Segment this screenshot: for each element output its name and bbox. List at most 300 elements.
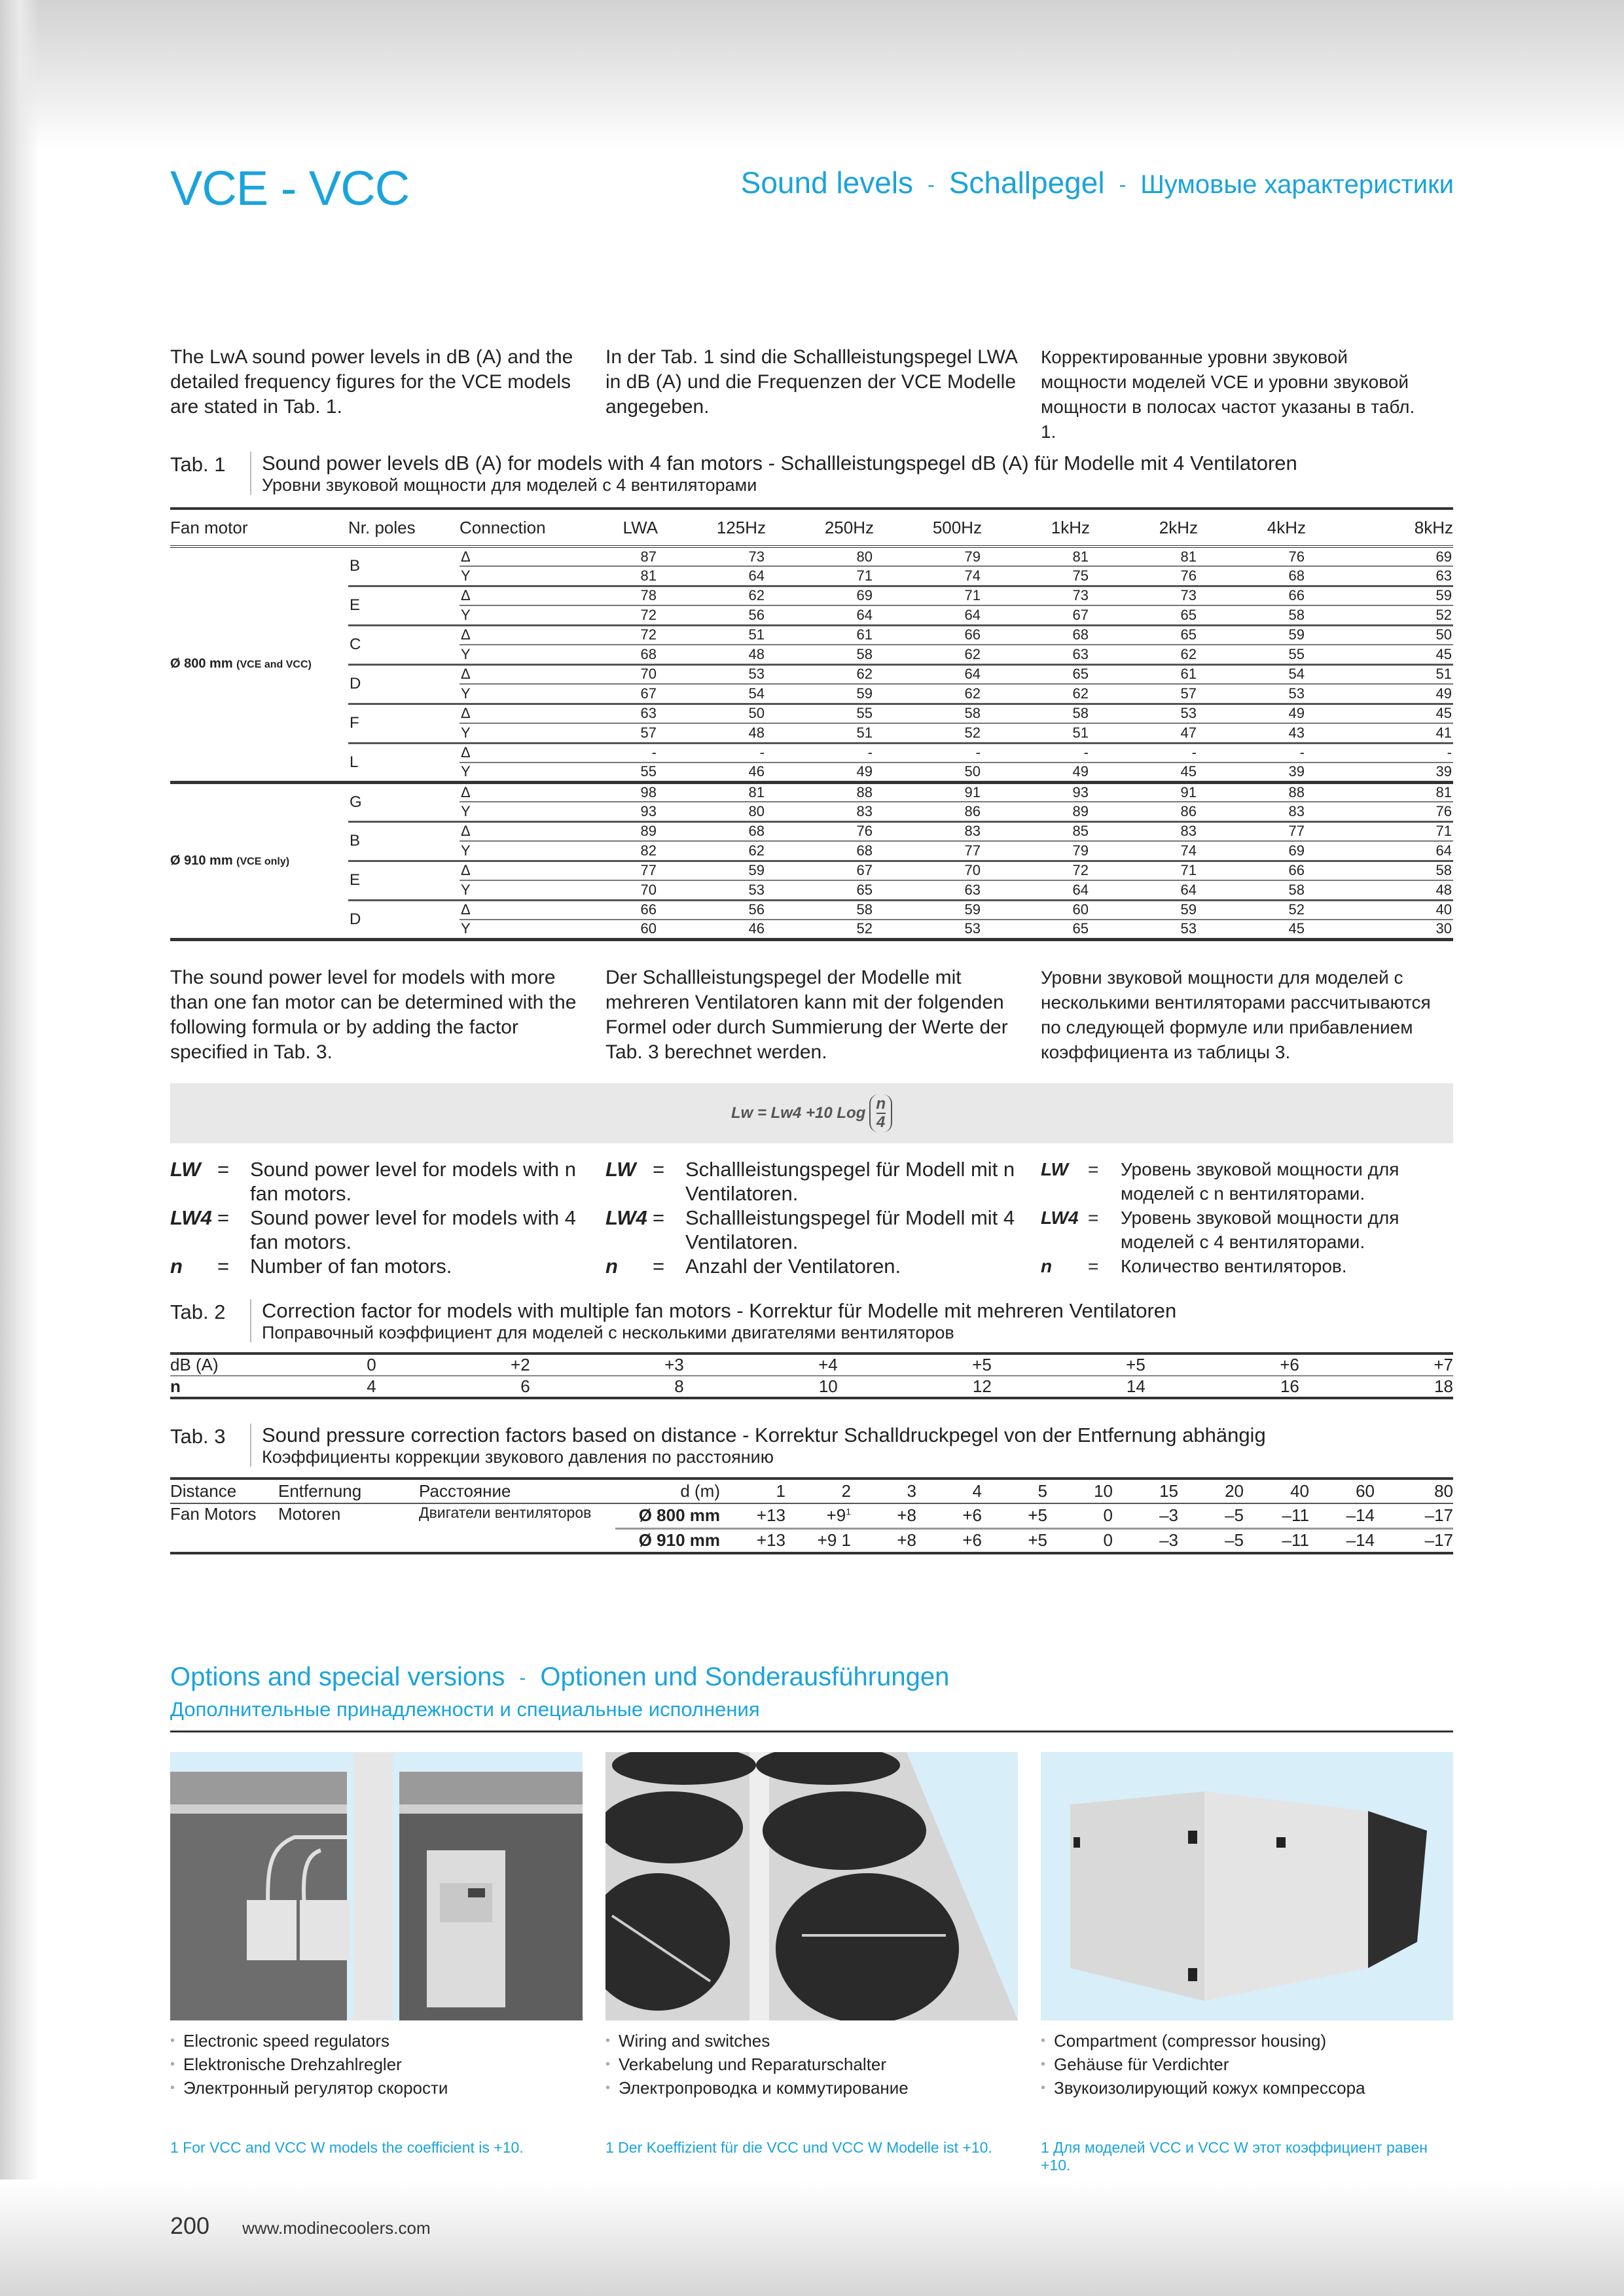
title-separator: -: [1119, 173, 1127, 197]
connection-cell: Δ: [460, 625, 564, 645]
table-row-db: [170, 1354, 1453, 1376]
value-cell: 48: [1306, 880, 1453, 900]
col-250hz: 250Hz: [766, 509, 874, 547]
def-equals: =: [217, 1206, 230, 1229]
definitions: [170, 1157, 1453, 1278]
bullet-list-wiring: [605, 2029, 1041, 2100]
value-cell: 83: [766, 802, 874, 821]
value-cell: 64: [874, 664, 982, 684]
value-cell: 59: [1306, 586, 1453, 605]
connection-cell: Δ: [460, 586, 564, 605]
tab3-label: Tab. 3: [170, 1425, 226, 1448]
value-cell: 55: [766, 704, 874, 723]
value-cell: 68: [766, 841, 874, 861]
def-text: Sound power level for models with 4 fan motors.: [250, 1206, 576, 1253]
value-cell: 87: [564, 547, 658, 566]
value-cell: 71: [1090, 861, 1198, 880]
col-distance-value: 2: [785, 1479, 851, 1503]
value-cell: 63: [1306, 566, 1453, 586]
value-cell: 68: [658, 821, 766, 841]
fan-motor-note: (VCE and VCC): [236, 659, 312, 671]
connection-cell: Y: [460, 723, 564, 743]
section-title-de: Schallpegel: [948, 166, 1105, 200]
cell: 0: [1047, 1528, 1113, 1553]
cell: 18: [1299, 1376, 1453, 1398]
value-cell: 69: [1306, 547, 1453, 566]
list-item: • Электропроводка и коммутирование: [605, 2076, 1041, 2100]
value-cell: 59: [766, 684, 874, 704]
value-cell: 59: [1090, 900, 1198, 920]
value-cell: 81: [982, 547, 1090, 566]
value-cell: 58: [766, 900, 874, 920]
pole-cell: B: [348, 547, 460, 586]
value-cell: 45: [1198, 920, 1306, 939]
value-cell: 41: [1306, 723, 1453, 743]
value-cell: 81: [658, 782, 766, 802]
value-cell: 62: [658, 586, 766, 605]
value-cell: 66: [874, 625, 982, 645]
pole-cell: L: [348, 743, 460, 782]
divider: [170, 1731, 1453, 1732]
sound-power-table: [170, 507, 1453, 941]
value-cell: 59: [658, 861, 766, 880]
value-cell: 52: [1198, 900, 1306, 920]
value-cell: 62: [982, 684, 1090, 704]
fans-illustration: [605, 1752, 1018, 2020]
list-item: • Электронный регулятор скорости: [170, 2076, 605, 2100]
col-distance-value: 40: [1244, 1479, 1309, 1503]
fan-motor-note: (VCE only): [236, 855, 290, 867]
table-row-n: [170, 1376, 1453, 1398]
pole-cell: E: [348, 861, 460, 900]
def-text: Schallleistungspegel für Modell mit n Ventilatoren.: [685, 1158, 1015, 1205]
table-row: [170, 900, 1453, 920]
multi-en: The sound power level for models with more than one fan motor can be determined with the following formula or by adding the factor specified in Tab. 3.: [170, 967, 577, 1063]
connection-cell: Y: [460, 605, 564, 625]
table-row: [170, 547, 1453, 566]
value-cell: 50: [658, 704, 766, 723]
value-cell: 74: [1090, 841, 1198, 861]
value-cell: 65: [982, 664, 1090, 684]
pole-cell: F: [348, 704, 460, 743]
col-distance-value: 5: [982, 1479, 1047, 1503]
cell: +4: [684, 1354, 838, 1376]
value-cell: 81: [1090, 547, 1198, 566]
tab1-caption: [170, 452, 1453, 495]
value-cell: 88: [766, 782, 874, 802]
table-header-row: [170, 1479, 1453, 1503]
connection-cell: Y: [460, 920, 564, 939]
definitions-de: [605, 1157, 1041, 1278]
value-cell: 39: [1306, 762, 1453, 782]
value-cell: -: [874, 743, 982, 762]
col-connection: Connection: [460, 509, 564, 547]
def-symbol: n: [1041, 1256, 1053, 1276]
value-cell: 64: [766, 605, 874, 625]
value-cell: 83: [1090, 821, 1198, 841]
cell: –11: [1244, 1528, 1309, 1553]
def-text: Sound power level for models with n fan motors.: [250, 1158, 576, 1205]
value-cell: 79: [874, 547, 982, 566]
value-cell: 40: [1306, 900, 1453, 920]
value-cell: 71: [1306, 821, 1453, 841]
cell-value: +9: [826, 1505, 846, 1526]
section-title-ru: Шумовые характеристики: [1140, 170, 1454, 199]
bullet-list-compressor: [1041, 2029, 1453, 2100]
formula-box: [170, 1083, 1453, 1143]
value-cell: 81: [1306, 782, 1453, 802]
value-cell: 57: [1090, 684, 1198, 704]
connection-cell: Δ: [460, 861, 564, 880]
distance-correction-table: [170, 1477, 1453, 1554]
value-cell: 76: [766, 821, 874, 841]
tab1-title: Sound power levels dB (A) for models with 4 fan motors - Schallleistungspegel dB (A) für Modelle mit 4 Ventilatoren: [262, 452, 1297, 475]
tab1-label: Tab. 1: [170, 453, 226, 476]
options-title-de: Optionen und Sonderausführungen: [540, 1662, 950, 1691]
value-cell: 45: [1306, 645, 1453, 664]
def-text: Anzahl der Ventilatoren.: [685, 1255, 901, 1278]
row-label-de: Motoren: [278, 1504, 341, 1524]
speed-regulator-illustration: [170, 1752, 583, 2020]
pole-cell: D: [348, 900, 460, 939]
value-cell: 83: [874, 821, 982, 841]
value-cell: 48: [658, 723, 766, 743]
value-cell: 72: [564, 625, 658, 645]
value-cell: 91: [874, 782, 982, 802]
value-cell: 48: [658, 645, 766, 664]
col-8khz: 8kHz: [1306, 509, 1453, 547]
value-cell: 70: [874, 861, 982, 880]
value-cell: 51: [766, 723, 874, 743]
def-equals: =: [653, 1255, 665, 1278]
value-cell: 62: [874, 684, 982, 704]
options-title: [170, 1662, 949, 1692]
value-cell: 76: [1306, 802, 1453, 821]
multi-fan-columns: [170, 965, 1453, 1065]
fan-motor-cell: [170, 547, 348, 782]
value-cell: 71: [766, 566, 874, 586]
value-cell: 52: [1306, 605, 1453, 625]
sound-power-table-body: [170, 547, 1453, 939]
options-title-ru: Дополнительные принадлежности и специальные исполнения: [170, 1698, 760, 1721]
value-cell: 73: [658, 547, 766, 566]
value-cell: 68: [1198, 566, 1306, 586]
cell: +5: [838, 1354, 992, 1376]
value-cell: -: [1198, 743, 1306, 762]
value-cell: 82: [564, 841, 658, 861]
col-4khz: 4kHz: [1198, 509, 1306, 547]
cell: +5: [992, 1354, 1146, 1376]
value-cell: 68: [564, 645, 658, 664]
value-cell: 75: [982, 566, 1090, 586]
list-item: • Electronic speed regulators: [170, 2029, 605, 2053]
def-equals: =: [1088, 1159, 1099, 1179]
title-separator: -: [519, 1667, 526, 1689]
table-row: [170, 743, 1453, 762]
value-cell: 63: [874, 880, 982, 900]
pole-cell: B: [348, 821, 460, 861]
value-cell: 86: [1090, 802, 1198, 821]
value-cell: 53: [1198, 684, 1306, 704]
col-rasstoyanie: Расстояние: [419, 1479, 615, 1503]
cell: +3: [530, 1354, 684, 1376]
value-cell: 73: [1090, 586, 1198, 605]
fan-motor-label: Ø 910 mm: [170, 853, 233, 868]
options-title-en: Options and special versions: [170, 1662, 505, 1691]
cell: –3: [1113, 1503, 1178, 1528]
website-link[interactable]: www.modinecoolers.com: [242, 2218, 431, 2238]
list-item: • Звукоизолирующий кожух компрессора: [1041, 2076, 1453, 2100]
value-cell: -: [1306, 743, 1453, 762]
value-cell: 73: [982, 586, 1090, 605]
value-cell: -: [1090, 743, 1198, 762]
value-cell: 53: [1090, 920, 1198, 939]
value-cell: 56: [658, 900, 766, 920]
value-cell: 80: [658, 802, 766, 821]
value-cell: 72: [564, 605, 658, 625]
tab1-title-ru: Уровни звуковой мощности для моделей с 4 вентиляторами: [262, 475, 757, 495]
col-distance-value: 3: [851, 1479, 916, 1503]
def-symbol: LW: [1041, 1159, 1068, 1179]
value-cell: 77: [564, 861, 658, 880]
fan-motor-cell: [170, 782, 348, 939]
connection-cell: Δ: [460, 704, 564, 723]
connection-cell: Δ: [460, 782, 564, 802]
table-row: [170, 821, 1453, 841]
value-cell: 89: [982, 802, 1090, 821]
footnotes: [170, 2139, 1453, 2174]
value-cell: 80: [766, 547, 874, 566]
value-cell: 60: [982, 900, 1090, 920]
cell: –5: [1178, 1528, 1244, 1553]
col-1khz: 1kHz: [982, 509, 1090, 547]
value-cell: -: [766, 743, 874, 762]
col-nr-poles: Nr. poles: [348, 509, 460, 547]
pole-cell: E: [348, 586, 460, 625]
value-cell: 50: [874, 762, 982, 782]
value-cell: 67: [564, 684, 658, 704]
def-symbol: n: [170, 1255, 183, 1278]
def-text: Количество вентиляторов.: [1121, 1256, 1347, 1276]
section-title: [741, 165, 1454, 200]
value-cell: 51: [658, 625, 766, 645]
col-500hz: 500Hz: [874, 509, 982, 547]
tab3-title-ru: Коэффициенты коррекции звукового давления по расстоянию: [262, 1447, 774, 1467]
col-lwa: LWA: [564, 509, 658, 547]
options-photos: [170, 1752, 1453, 2020]
value-cell: 53: [1090, 704, 1198, 723]
value-cell: 91: [1090, 782, 1198, 802]
value-cell: 70: [564, 664, 658, 684]
intro-ru: Корректированные уровни звуковой мощности моделей VCE и уровни звуковой мощности в полосах частот указаны в табл. 1.: [1041, 347, 1415, 442]
value-cell: 77: [874, 841, 982, 861]
cell: 14: [992, 1376, 1146, 1398]
col-distance: Distance: [170, 1479, 278, 1503]
value-cell: 58: [982, 704, 1090, 723]
multi-ru: Уровни звуковой мощности для моделей с несколькими вентиляторами рассчитываются по следующей формуле или прибавлением коэффициента из таблицы 3.: [1041, 967, 1431, 1062]
formula-denominator: 4: [876, 1113, 886, 1131]
value-cell: -: [564, 743, 658, 762]
value-cell: 63: [564, 704, 658, 723]
col-distance-value: 10: [1047, 1479, 1113, 1503]
value-cell: 85: [982, 821, 1090, 841]
connection-cell: Y: [460, 841, 564, 861]
value-cell: 78: [564, 586, 658, 605]
value-cell: 49: [766, 762, 874, 782]
value-cell: 50: [1306, 625, 1453, 645]
cell-with-footnote: [785, 1503, 851, 1528]
cell: +8: [851, 1503, 916, 1528]
diameter-label: Ø 910 mm: [615, 1528, 720, 1553]
intro-en: The LwA sound power levels in dB (A) and the detailed frequency figures for the VCE models are stated in Tab. 1.: [170, 346, 573, 418]
empty-cell: [419, 1528, 615, 1553]
value-cell: 49: [1306, 684, 1453, 704]
cell: 10: [684, 1376, 838, 1398]
value-cell: 49: [982, 762, 1090, 782]
value-cell: 66: [564, 900, 658, 920]
value-cell: 61: [1090, 664, 1198, 684]
value-cell: 64: [874, 605, 982, 625]
value-cell: 57: [564, 723, 658, 743]
fan-motor-label: Ø 800 mm: [170, 656, 233, 672]
tab2-title-ru: Поправочный коэффициент для моделей с несколькими двигателями вентиляторов: [262, 1323, 954, 1342]
empty-cell: [170, 1528, 278, 1553]
footnote-de: 1 Der Koeffizient für die VCC und VCC W Modelle ist +10.: [605, 2139, 992, 2156]
connection-cell: Y: [460, 880, 564, 900]
value-cell: 76: [1198, 547, 1306, 566]
value-cell: 62: [766, 664, 874, 684]
cell: +5: [982, 1528, 1047, 1553]
cell: –14: [1309, 1503, 1375, 1528]
diameter-label: Ø 800 mm: [615, 1503, 720, 1528]
value-cell: 64: [1090, 880, 1198, 900]
value-cell: 59: [1198, 625, 1306, 645]
value-cell: 93: [564, 802, 658, 821]
value-cell: 46: [658, 762, 766, 782]
value-cell: 52: [874, 723, 982, 743]
value-cell: 53: [874, 920, 982, 939]
value-cell: 52: [766, 920, 874, 939]
value-cell: 65: [982, 920, 1090, 939]
page-footer: [170, 2212, 431, 2240]
page-title: VCE - VCC: [170, 161, 410, 215]
value-cell: 53: [658, 664, 766, 684]
col-distance-value: 1: [720, 1479, 785, 1503]
connection-cell: Y: [460, 684, 564, 704]
tab2-title: Correction factor for models with multiple fan motors - Korrektur für Modelle mit mehreren Ventilatoren: [262, 1299, 1177, 1322]
table-row-800: [170, 1503, 1453, 1528]
table-row: [170, 782, 1453, 802]
value-cell: 86: [874, 802, 982, 821]
cell: –17: [1375, 1503, 1453, 1528]
cell: –11: [1244, 1503, 1309, 1528]
footnote-marker: 1: [846, 1506, 851, 1517]
wiring-and-switches-photo: [605, 1752, 1018, 2020]
cell: +13: [720, 1528, 785, 1553]
col-fan-motor: Fan motor: [170, 509, 348, 547]
title-separator: -: [928, 173, 935, 197]
value-cell: 89: [564, 821, 658, 841]
footnote-ru: 1 Для моделей VCC и VCC W этот коэффициент равен +10.: [1041, 2139, 1428, 2174]
tab2-caption: [170, 1299, 1453, 1342]
value-cell: 65: [1090, 605, 1198, 625]
cell: +8: [851, 1528, 916, 1553]
connection-cell: Y: [460, 762, 564, 782]
value-cell: 55: [564, 762, 658, 782]
col-125hz: 125Hz: [658, 509, 766, 547]
col-distance-value: 4: [916, 1479, 982, 1503]
cell: 8: [530, 1376, 684, 1398]
table-row: [170, 625, 1453, 645]
col-distance-value: 15: [1113, 1479, 1178, 1503]
value-cell: 71: [874, 586, 982, 605]
col-distance-value: 20: [1178, 1479, 1244, 1503]
tab3-caption: [170, 1424, 1453, 1467]
cell: +6: [916, 1503, 982, 1528]
bullet-list-speed-regulators: [170, 2029, 605, 2100]
table-header-row: [170, 509, 1453, 547]
definitions-en: [170, 1157, 605, 1278]
value-cell: 83: [1198, 802, 1306, 821]
compressor-housing-photo: [1041, 1752, 1453, 2020]
def-equals: =: [653, 1206, 665, 1229]
def-symbol: LW4: [605, 1206, 647, 1229]
value-cell: 68: [982, 625, 1090, 645]
def-equals: =: [217, 1255, 230, 1278]
value-cell: 58: [766, 645, 874, 664]
col-entfernung: Entfernung: [278, 1479, 419, 1503]
value-cell: 30: [1306, 920, 1453, 939]
def-symbol: LW4: [1041, 1208, 1079, 1228]
def-equals: =: [217, 1158, 230, 1181]
value-cell: 58: [874, 704, 982, 723]
col-d-m: d (m): [615, 1479, 720, 1503]
value-cell: 79: [982, 841, 1090, 861]
definitions-ru: [1041, 1157, 1453, 1278]
value-cell: 72: [982, 861, 1090, 880]
pole-cell: G: [348, 782, 460, 821]
value-cell: 45: [1090, 762, 1198, 782]
cell: +2: [376, 1354, 530, 1376]
value-cell: 93: [982, 782, 1090, 802]
value-cell: 67: [982, 605, 1090, 625]
cell: +6: [916, 1528, 982, 1553]
section-title-en: Sound levels: [740, 166, 914, 200]
value-cell: 55: [1198, 645, 1306, 664]
row-label: dB (A): [170, 1354, 301, 1376]
row-label-en: Fan Motors: [170, 1504, 257, 1524]
empty-cell: [278, 1528, 419, 1553]
value-cell: 58: [1198, 605, 1306, 625]
value-cell: 76: [1090, 566, 1198, 586]
value-cell: 60: [564, 920, 658, 939]
value-cell: 46: [658, 920, 766, 939]
formula-lhs: Lw = Lw4 +10 Log: [731, 1104, 866, 1122]
connection-cell: Δ: [460, 547, 564, 566]
value-cell: 64: [982, 880, 1090, 900]
row-label: n: [170, 1376, 301, 1398]
value-cell: 70: [564, 880, 658, 900]
table-row: [170, 861, 1453, 880]
value-cell: 64: [658, 566, 766, 586]
value-cell: 54: [658, 684, 766, 704]
value-cell: -: [658, 743, 766, 762]
value-cell: 65: [766, 880, 874, 900]
value-cell: 66: [1198, 861, 1306, 880]
correction-factor-table: [170, 1352, 1453, 1399]
value-cell: 59: [874, 900, 982, 920]
value-cell: 65: [1090, 625, 1198, 645]
